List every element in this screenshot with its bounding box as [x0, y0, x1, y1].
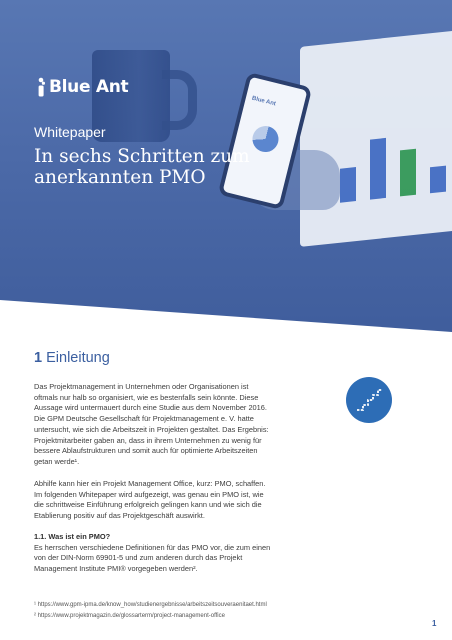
paragraph-pmo	[34, 479, 265, 522]
phone-logo-text: Blue Ant	[251, 95, 277, 108]
section-number: 1	[34, 350, 43, 366]
stairs-badge	[346, 377, 392, 423]
text-line: oftmals nur halb so organisiert, wie es bestenfalls sein könnte. Diese	[34, 392, 259, 402]
blueant-logo	[36, 76, 128, 98]
text-line: Die GPM Deutsche Gesellschaft für Projektmanagement e. V. hatte	[34, 414, 254, 424]
subsection-what-is-pmo	[34, 532, 270, 575]
logo-text: Blue Ant	[49, 77, 129, 97]
document-type-label: Whitepaper	[34, 124, 106, 140]
section-heading	[34, 350, 110, 366]
document-title	[34, 146, 250, 188]
text-line: Projektmitarbeiter gaben an, dass in ihrem Unternehmen zu wenig für	[34, 435, 262, 445]
text-line: getan werde¹.	[34, 456, 80, 466]
text-line: Management Institute PMI® vorgegeben werden².	[34, 564, 198, 574]
section-title: Einleitung	[46, 350, 110, 366]
text-line: Aussage wird untermauert durch eine Studie aus dem November 2016.	[34, 403, 267, 413]
paragraph-intro	[34, 382, 269, 468]
footnote-2[interactable]: ² https://www.projektmagazin.de/glossarterm/project-management-office	[34, 613, 225, 619]
title-line: anerkannten PMO	[34, 167, 206, 188]
text-line: untersucht, wie sich die Arbeitszeit in Projekten gestaltet. Das Ergebnis:	[34, 424, 269, 434]
text-line: Im folgenden Whitepaper wird aufgezeigt, was genau ein PMO ist, wie	[34, 489, 264, 499]
blueant-mark-icon	[36, 77, 46, 97]
stairs-icon	[346, 377, 392, 423]
text-line: Es herrschen verschiedene Definitionen für das PMO vor, die zum einen	[34, 542, 271, 552]
text-line: Etablierung positiv auf das Projektgeschäft auswirkt.	[34, 511, 205, 521]
text-line: die schrittweise Einführung erfolgreich gelingen kann und wie sich die	[34, 500, 262, 510]
page-number: 1	[432, 619, 437, 628]
text-line: Das Projektmanagement in Unternehmen oder Organisationen ist	[34, 382, 249, 391]
title-line: In sechs Schritten zum	[34, 146, 250, 167]
subsection-heading: 1.1. Was ist ein PMO?	[34, 532, 111, 541]
text-line: bessere Ablaufstrukturen und somit auch für optimierte Arbeitszeiten	[34, 446, 258, 456]
text-line: Abhilfe kann hier ein Projekt Management Office, kurz: PMO, schaffen.	[34, 479, 266, 488]
text-line: von der DIN-Norm 69901-5 und zum anderen durch das Projekt	[34, 553, 243, 563]
footnote-1[interactable]: ¹ https://www.gpm-ipma.de/know_how/studienergebnisse/arbeitszeitsouveraenitaet.html	[34, 602, 267, 608]
